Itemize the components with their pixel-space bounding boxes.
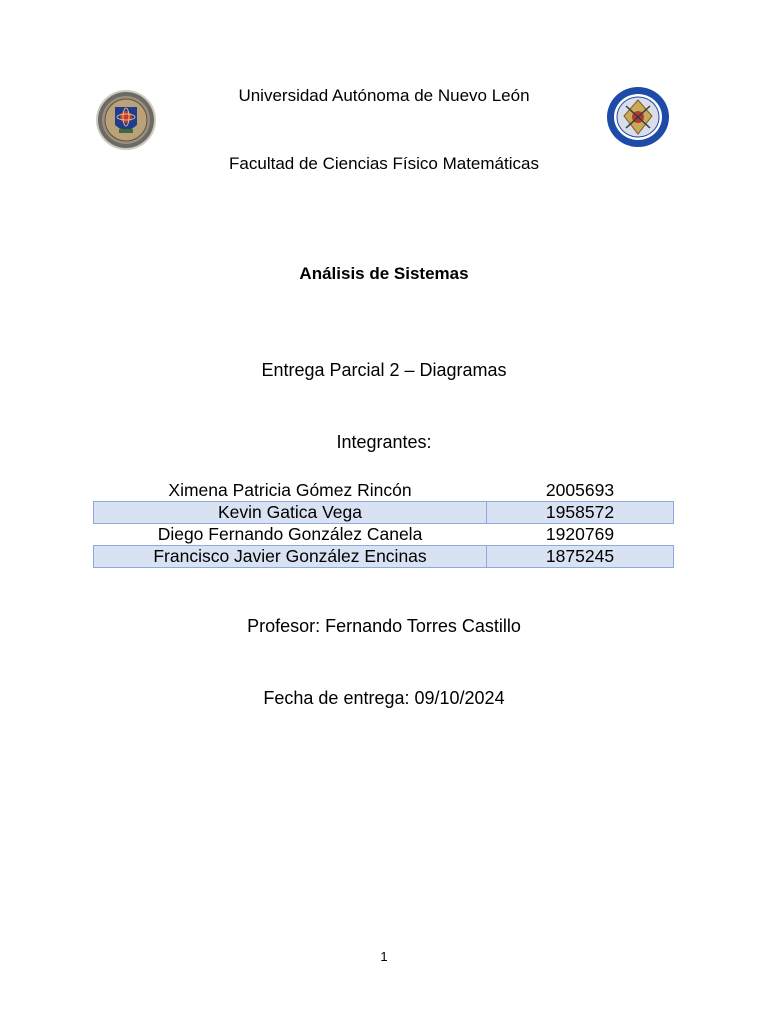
member-id: 1958572 bbox=[487, 502, 674, 524]
professor-name: Profesor: Fernando Torres Castillo bbox=[247, 616, 521, 636]
deliverable-title: Entrega Parcial 2 – Diagramas bbox=[261, 360, 507, 380]
member-name: Kevin Gatica Vega bbox=[94, 502, 487, 524]
member-name: Ximena Patricia Gómez Rincón bbox=[94, 480, 487, 502]
members-table bbox=[93, 480, 674, 568]
course-title: Análisis de Sistemas bbox=[299, 264, 469, 283]
member-name: Francisco Javier González Encinas bbox=[94, 546, 487, 568]
university-name: Universidad Autónoma de Nuevo León bbox=[238, 86, 530, 105]
table-row bbox=[94, 502, 674, 524]
member-id: 2005693 bbox=[487, 480, 674, 502]
member-id: 1875245 bbox=[487, 546, 674, 568]
faculty-name: Facultad de Ciencias Físico Matemáticas bbox=[229, 154, 539, 173]
table-row bbox=[94, 480, 674, 502]
member-name: Diego Fernando González Canela bbox=[157, 524, 423, 544]
due-date: Fecha de entrega: 09/10/2024 bbox=[263, 688, 505, 708]
member-id: 1920769 bbox=[545, 524, 615, 544]
members-label: Integrantes: bbox=[336, 432, 432, 452]
page-number: 1 bbox=[380, 949, 388, 964]
table-row bbox=[94, 546, 674, 568]
table-row bbox=[94, 524, 674, 546]
